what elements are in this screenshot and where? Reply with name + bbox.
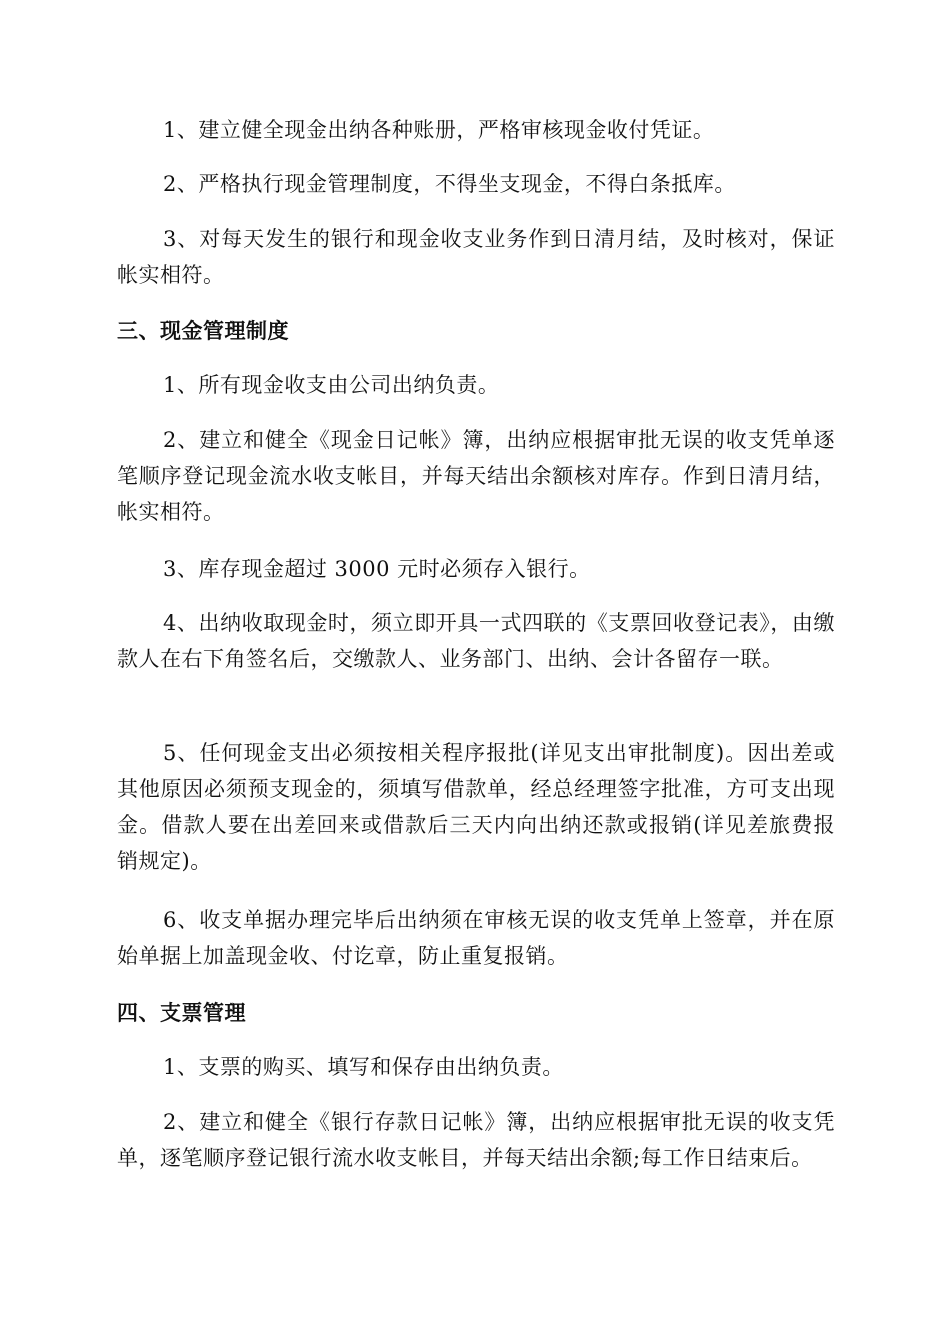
paragraph: 5、任何现金支出必须按相关程序报批(详见支出审批制度)。因出差或其他原因必须预支现金的，须填写借款单，经总经理签字批准，方可支出现金。借款人要在出差回来或借款后三天内向出纳还款或报销(详见差旅费报销规定)。 <box>117 741 835 873</box>
paragraph: 2、建立和健全《现金日记帐》簿，出纳应根据审批无误的收支凭单逐笔顺序登记现金流水收支帐目，并每天结出余额核对库存。作到日清月结，帐实相符。 <box>117 428 835 524</box>
section-heading: 三、现金管理制度 <box>117 319 289 343</box>
section-heading: 四、支票管理 <box>117 1001 246 1025</box>
paragraph: 4、出纳收取现金时，须立即开具一式四联的《支票回收登记表》，由缴款人在右下角签名后，交缴款人、业务部门、出纳、会计各留存一联。 <box>117 611 835 671</box>
paragraph: 6、收支单据办理完毕后出纳须在审核无误的收支凭单上签章，并在原始单据上加盖现金收、付讫章，防止重复报销。 <box>117 908 835 968</box>
paragraph: 2、建立和健全《银行存款日记帐》簿，出纳应根据审批无误的收支凭单，逐笔顺序登记银行流水收支帐目，并每天结出余额;每工作日结束后。 <box>117 1110 835 1170</box>
paragraph: 2、严格执行现金管理制度，不得坐支现金，不得白条抵库。 <box>163 172 736 196</box>
paragraph: 3、库存现金超过 3000 元时必须存入银行。 <box>163 557 591 581</box>
paragraph: 1、建立健全现金出纳各种账册，严格审核现金收付凭证。 <box>163 118 715 142</box>
paragraph: 1、支票的购买、填写和保存由出纳负责。 <box>163 1055 564 1079</box>
paragraph: 1、所有现金收支由公司出纳负责。 <box>163 373 500 397</box>
paragraph: 3、对每天发生的银行和现金收支业务作到日清月结，及时核对，保证帐实相符。 <box>117 227 835 287</box>
